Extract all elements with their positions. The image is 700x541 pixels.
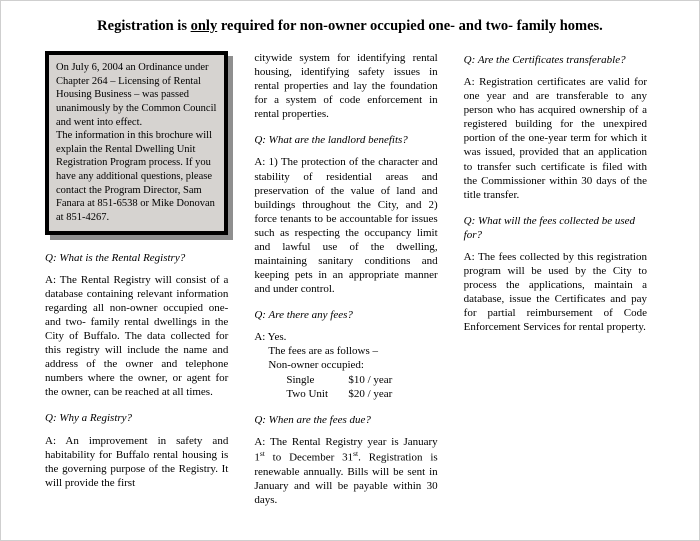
fee-row-single (286, 373, 437, 387)
columns-container (1, 35, 699, 519)
title-pre: Registration is (97, 18, 191, 34)
answer-fees-due-sup1: st (259, 448, 265, 458)
title-post: required for non-owner occupied one- and two- family homes. (217, 18, 603, 34)
answer-why-registry: A: An improvement in safety and habitability for Buffalo rental housing is the governing purpose of the Registry. It will provide the first (45, 434, 229, 489)
answer-fees-due-sup2: st (353, 448, 359, 458)
page-title (1, 1, 699, 35)
info-box-paragraph-2: The information in this brochure will explain the Rental Dwelling Unit Registration Program process. If you have any additional questions, please contact the Program Director, Sam Fanara at 851-6538 or Mike Donovan at 851-4267. (56, 130, 215, 224)
info-box-paragraph-1: On July 6, 2004 an Ordinance under Chapter 264 – Licensing of Rental Housing Business – was passed unanimously by the Common Council and went into effect. (56, 62, 217, 128)
answer-what-is-registry: A: The Rental Registry will consist of a database containing relevant information regarding all non-owner occupied one- and two- family rental dwellings in the City of Buffalo. The data collected for this registry will include the name and address of the owner and telephone numbers where the owner, or agent for the owner, can be reached at all times. (45, 273, 229, 399)
fee-value-single: $10 / year (348, 373, 393, 386)
answer-fees-due-mid: to December 31 (264, 451, 354, 464)
fees-yes: A: Yes. (254, 331, 287, 344)
question-certificates-transferable: Q: Are the Certificates transferable? (463, 54, 626, 66)
title-underlined-word: only (190, 18, 218, 34)
column-left (45, 51, 228, 519)
question-landlord-benefits: Q: What are the landlord benefits? (254, 134, 408, 147)
answer-fees-used-for: A: The fees collected by this registration program will be used by the City to process the applications, maintain a database, issue the Certificates and pay for partial reimbursement of Code Enforcement Services for rental property. (463, 250, 647, 334)
answer-fees-due (254, 435, 437, 507)
question-why-registry: Q: Why a Registry? (45, 412, 133, 425)
column-middle (254, 51, 437, 519)
column-right (464, 51, 647, 519)
question-any-fees: Q: Are there any fees? (254, 309, 353, 322)
answer-fees-due-pre: A: The Rental Registry year is January 1 (254, 435, 438, 464)
fees-category: Non-owner occupied: (268, 359, 364, 372)
question-fees-used-for: Q: What will the fees collected be used for? (463, 214, 636, 241)
fee-label-single: Single (286, 373, 315, 386)
answer-certificates-transferable: A: Registration certificates are valid for one year and are transferable to any person who has acquired ownership of a registered building for the unexpired portion of the one-year term for which it was issued, provided that an application to transfer such certificate is filed with the Commissioner within 30 days of the title transfer. (463, 76, 647, 201)
answer-fees-due-post: . Registration is renewable annually. Bills will be sent in January and will be payable within 30 days. (254, 451, 438, 506)
fees-block (254, 330, 437, 400)
answer-landlord-benefits: A: 1) The protection of the character and stability of residential areas and preservation of the value of land and buildings throughout the City, and 2) force tenants to be accountable for issues such as respecting the occupancy limit and lawful use of the dwelling, maintaining sanitary conditions and keeping pets in an appropriate manner and under control. (254, 156, 438, 296)
question-what-is-registry: Q: What is the Rental Registry? (45, 251, 186, 264)
fees-intro: The fees are as follows – (268, 345, 378, 358)
fee-label-two-unit: Two Unit (286, 387, 329, 400)
question-fees-due: Q: When are the fees due? (254, 413, 371, 426)
fee-row-two-unit (286, 387, 437, 401)
info-box (45, 51, 228, 235)
fee-value-two-unit: $20 / year (348, 387, 393, 400)
answer-why-registry-continuation: citywide system for identifying rental housing, identifying safety issues in rental properties and lay the foundation for a system of code enforcement in rental properties. (254, 52, 438, 121)
